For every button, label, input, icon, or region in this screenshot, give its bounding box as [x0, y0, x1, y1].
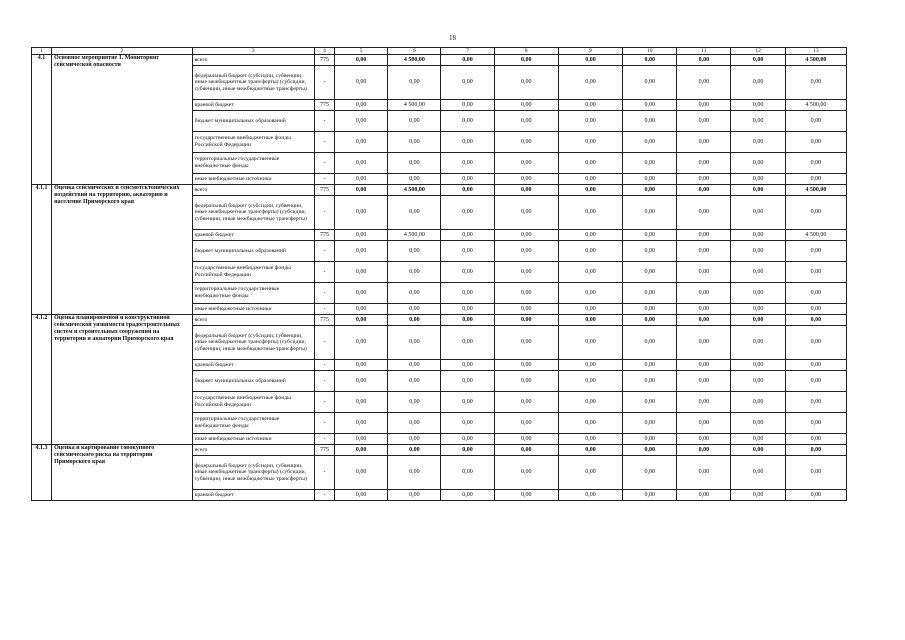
grbs-code: -	[315, 456, 335, 490]
amount-cell: 0,00	[558, 283, 622, 304]
amount-cell: 0,00	[558, 196, 622, 230]
amount-cell: 0,00	[785, 360, 846, 371]
funding-source: иные внебюджетные источники	[192, 304, 314, 315]
amount-cell: 0,00	[494, 434, 558, 445]
funding-source: федеральный бюджет (субсидии, субвенции, иные межбюджетные трансферты) (субсидии, субвенции, иные межбюджетные трансферты)	[192, 456, 314, 490]
page-number: 18	[449, 34, 456, 42]
amount-cell: 0,00	[441, 262, 494, 283]
funding-source: бюджет муниципальных образований	[192, 241, 314, 262]
amount-cell: 0,00	[335, 111, 388, 132]
amount-cell: 0,00	[623, 262, 677, 283]
amount-cell: 4 500,00	[388, 100, 441, 111]
amount-cell: 0,00	[677, 66, 731, 100]
grbs-code: -	[315, 174, 335, 185]
amount-cell: 0,00	[677, 392, 731, 413]
amount-cell: 0,00	[335, 153, 388, 174]
amount-cell: 0,00	[335, 371, 388, 392]
amount-cell: 4 500,00	[785, 185, 846, 196]
amount-cell: 4 500,00	[785, 55, 846, 66]
amount-cell: 0,00	[558, 174, 622, 185]
amount-cell: 0,00	[441, 445, 494, 456]
amount-cell: 0,00	[731, 185, 785, 196]
amount-cell: 0,00	[558, 413, 622, 434]
amount-cell: 0,00	[623, 315, 677, 326]
amount-cell: 4 500,00	[785, 100, 846, 111]
funding-source: федеральный бюджет (субсидии, субвенции, иные межбюджетные трансферты) (субсидии, субвенции, иные межбюджетные трансферты)	[192, 326, 314, 360]
amount-cell: 0,00	[388, 371, 441, 392]
amount-cell: 0,00	[335, 445, 388, 456]
column-number-3: 3	[192, 48, 314, 55]
amount-cell: 0,00	[494, 392, 558, 413]
amount-cell: 0,00	[558, 360, 622, 371]
amount-cell: 0,00	[623, 445, 677, 456]
amount-cell: 0,00	[623, 283, 677, 304]
amount-cell: 0,00	[731, 360, 785, 371]
amount-cell: 0,00	[677, 55, 731, 66]
amount-cell: 0,00	[623, 55, 677, 66]
amount-cell: 0,00	[494, 304, 558, 315]
amount-cell: 0,00	[494, 132, 558, 153]
amount-cell: 0,00	[785, 413, 846, 434]
amount-cell: 0,00	[494, 153, 558, 174]
amount-cell: 4 500,00	[388, 185, 441, 196]
amount-cell: 0,00	[677, 132, 731, 153]
amount-cell: 0,00	[494, 413, 558, 434]
amount-cell: 0,00	[731, 315, 785, 326]
amount-cell: 0,00	[558, 153, 622, 174]
column-number-6: 6	[388, 48, 441, 55]
amount-cell: 0,00	[441, 283, 494, 304]
amount-cell: 0,00	[388, 283, 441, 304]
amount-cell: 0,00	[623, 434, 677, 445]
amount-cell: 0,00	[441, 434, 494, 445]
table-row	[32, 445, 847, 456]
amount-cell: 0,00	[677, 230, 731, 241]
amount-cell: 0,00	[785, 111, 846, 132]
amount-cell: 0,00	[558, 132, 622, 153]
amount-cell: 0,00	[558, 490, 622, 501]
amount-cell: 0,00	[494, 111, 558, 132]
amount-cell: 0,00	[623, 241, 677, 262]
amount-cell: 0,00	[441, 360, 494, 371]
amount-cell: 0,00	[677, 456, 731, 490]
amount-cell: 0,00	[623, 490, 677, 501]
amount-cell: 0,00	[677, 100, 731, 111]
budget-table	[31, 47, 847, 501]
amount-cell: 0,00	[677, 185, 731, 196]
amount-cell: 0,00	[558, 371, 622, 392]
amount-cell: 0,00	[785, 262, 846, 283]
grbs-code: 775	[315, 55, 335, 66]
funding-source: государственные внебюджетные фонды Российской Федерации	[192, 392, 314, 413]
amount-cell: 0,00	[731, 456, 785, 490]
column-number-9: 9	[558, 48, 622, 55]
amount-cell: 0,00	[494, 66, 558, 100]
amount-cell: 0,00	[494, 456, 558, 490]
amount-cell: 0,00	[441, 174, 494, 185]
amount-cell: 0,00	[335, 456, 388, 490]
amount-cell: 0,00	[441, 490, 494, 501]
amount-cell: 0,00	[494, 315, 558, 326]
amount-cell: 0,00	[677, 196, 731, 230]
amount-cell: 0,00	[677, 283, 731, 304]
amount-cell: 0,00	[388, 326, 441, 360]
amount-cell: 0,00	[677, 413, 731, 434]
amount-cell: 0,00	[335, 304, 388, 315]
amount-cell: 0,00	[731, 230, 785, 241]
amount-cell: 0,00	[623, 185, 677, 196]
amount-cell: 0,00	[558, 315, 622, 326]
funding-source: всего	[192, 445, 314, 456]
amount-cell: 0,00	[623, 100, 677, 111]
item-name: Оценка сейсмических и сейсмотсктонических воздействий на территорию, акваторию и население Приморского края	[52, 185, 193, 315]
grbs-code: -	[315, 434, 335, 445]
amount-cell: 0,00	[623, 174, 677, 185]
amount-cell: 0,00	[558, 185, 622, 196]
amount-cell: 0,00	[441, 413, 494, 434]
amount-cell: 0,00	[388, 262, 441, 283]
amount-cell: 0,00	[388, 490, 441, 501]
amount-cell: 0,00	[441, 326, 494, 360]
amount-cell: 0,00	[441, 55, 494, 66]
amount-cell: 0,00	[677, 111, 731, 132]
amount-cell: 0,00	[558, 55, 622, 66]
column-number-12: 12	[731, 48, 785, 55]
amount-cell: 0,00	[388, 434, 441, 445]
amount-cell: 0,00	[494, 371, 558, 392]
amount-cell: 0,00	[558, 304, 622, 315]
amount-cell: 0,00	[677, 445, 731, 456]
amount-cell: 0,00	[731, 111, 785, 132]
amount-cell: 0,00	[677, 326, 731, 360]
amount-cell: 0,00	[494, 326, 558, 360]
amount-cell: 0,00	[731, 413, 785, 434]
funding-source: территориальные государственные внебюджетные фонды	[192, 413, 314, 434]
funding-source: краевой бюджет	[192, 100, 314, 111]
amount-cell: 0,00	[623, 66, 677, 100]
amount-cell: 0,00	[677, 490, 731, 501]
amount-cell: 0,00	[785, 66, 846, 100]
column-number-11: 11	[677, 48, 731, 55]
amount-cell: 0,00	[441, 185, 494, 196]
amount-cell: 0,00	[494, 360, 558, 371]
amount-cell: 0,00	[441, 230, 494, 241]
amount-cell: 0,00	[494, 490, 558, 501]
item-code: 4.1.1	[32, 185, 52, 315]
amount-cell: 0,00	[441, 111, 494, 132]
amount-cell: 0,00	[785, 132, 846, 153]
amount-cell: 0,00	[335, 392, 388, 413]
amount-cell: 0,00	[623, 230, 677, 241]
grbs-code: -	[315, 371, 335, 392]
amount-cell: 0,00	[558, 445, 622, 456]
item-code: 4.1	[32, 55, 52, 185]
amount-cell: 0,00	[785, 392, 846, 413]
amount-cell: 0,00	[335, 66, 388, 100]
amount-cell: 0,00	[335, 283, 388, 304]
amount-cell: 0,00	[677, 371, 731, 392]
amount-cell: 0,00	[677, 360, 731, 371]
table-body	[32, 48, 847, 501]
amount-cell: 0,00	[677, 262, 731, 283]
amount-cell: 0,00	[335, 196, 388, 230]
item-code: 4.1.2	[32, 315, 52, 445]
amount-cell: 0,00	[731, 241, 785, 262]
funding-source: всего	[192, 55, 314, 66]
amount-cell: 0,00	[335, 174, 388, 185]
amount-cell: 0,00	[731, 132, 785, 153]
amount-cell: 0,00	[441, 241, 494, 262]
amount-cell: 0,00	[494, 445, 558, 456]
amount-cell: 0,00	[623, 371, 677, 392]
amount-cell: 0,00	[388, 196, 441, 230]
amount-cell: 0,00	[623, 456, 677, 490]
funding-source: федеральный бюджет (субсидии, субвенции, иные межбюджетные трансферты) (субсидии, субвенции, иные межбюджетные трансферты)	[192, 66, 314, 100]
grbs-code: -	[315, 304, 335, 315]
item-code: 4.1.3	[32, 445, 52, 501]
grbs-code: -	[315, 283, 335, 304]
amount-cell: 0,00	[623, 392, 677, 413]
grbs-code: -	[315, 326, 335, 360]
amount-cell: 0,00	[388, 445, 441, 456]
amount-cell: 0,00	[677, 304, 731, 315]
amount-cell: 0,00	[731, 445, 785, 456]
grbs-code: 775	[315, 185, 335, 196]
amount-cell: 0,00	[731, 304, 785, 315]
amount-cell: 0,00	[335, 413, 388, 434]
grbs-code: -	[315, 132, 335, 153]
column-number-5: 5	[335, 48, 388, 55]
amount-cell: 0,00	[558, 456, 622, 490]
amount-cell: 0,00	[388, 413, 441, 434]
amount-cell: 0,00	[731, 153, 785, 174]
amount-cell: 0,00	[558, 100, 622, 111]
grbs-code: 775	[315, 315, 335, 326]
table-row	[32, 55, 847, 66]
column-number-13: 13	[785, 48, 846, 55]
amount-cell: 0,00	[677, 241, 731, 262]
amount-cell: 0,00	[494, 241, 558, 262]
amount-cell: 0,00	[335, 490, 388, 501]
amount-cell: 0,00	[494, 262, 558, 283]
amount-cell: 0,00	[623, 153, 677, 174]
amount-cell: 0,00	[623, 132, 677, 153]
amount-cell: 0,00	[785, 326, 846, 360]
amount-cell: 0,00	[558, 111, 622, 132]
amount-cell: 0,00	[731, 371, 785, 392]
funding-source: территориальные государственные внебюджетные фонды	[192, 283, 314, 304]
column-number-8: 8	[494, 48, 558, 55]
amount-cell: 0,00	[785, 456, 846, 490]
amount-cell: 0,00	[335, 241, 388, 262]
amount-cell: 0,00	[441, 132, 494, 153]
funding-source: краевой бюджет	[192, 230, 314, 241]
column-number-1: 1	[32, 48, 52, 55]
amount-cell: 0,00	[558, 262, 622, 283]
amount-cell: 0,00	[388, 132, 441, 153]
grbs-code: -	[315, 413, 335, 434]
amount-cell: 0,00	[785, 153, 846, 174]
amount-cell: 0,00	[785, 283, 846, 304]
amount-cell: 4 500,00	[388, 230, 441, 241]
amount-cell: 0,00	[388, 241, 441, 262]
amount-cell: 0,00	[335, 262, 388, 283]
amount-cell: 0,00	[731, 174, 785, 185]
grbs-code: -	[315, 262, 335, 283]
amount-cell: 0,00	[785, 241, 846, 262]
amount-cell: 0,00	[388, 392, 441, 413]
column-number-4: 4	[315, 48, 335, 55]
column-number-row	[32, 48, 847, 55]
amount-cell: 0,00	[677, 434, 731, 445]
funding-source: краевой бюджет	[192, 490, 314, 501]
amount-cell: 0,00	[441, 153, 494, 174]
amount-cell: 0,00	[731, 283, 785, 304]
amount-cell: 0,00	[335, 360, 388, 371]
amount-cell: 0,00	[731, 55, 785, 66]
amount-cell: 0,00	[388, 315, 441, 326]
amount-cell: 0,00	[335, 132, 388, 153]
amount-cell: 0,00	[441, 66, 494, 100]
amount-cell: 0,00	[623, 111, 677, 132]
funding-source: территориальные государственные внебюджетные фонды	[192, 153, 314, 174]
funding-source: бюджет муниципальных образований	[192, 111, 314, 132]
funding-source: краевой бюджет	[192, 360, 314, 371]
amount-cell: 0,00	[441, 315, 494, 326]
column-number-10: 10	[623, 48, 677, 55]
amount-cell: 0,00	[494, 185, 558, 196]
amount-cell: 0,00	[441, 196, 494, 230]
grbs-code: -	[315, 241, 335, 262]
amount-cell: 4 500,00	[785, 230, 846, 241]
grbs-code: -	[315, 360, 335, 371]
column-number-2: 2	[52, 48, 193, 55]
amount-cell: 0,00	[388, 66, 441, 100]
amount-cell: 0,00	[441, 371, 494, 392]
amount-cell: 0,00	[677, 153, 731, 174]
amount-cell: 0,00	[388, 360, 441, 371]
amount-cell: 0,00	[623, 360, 677, 371]
amount-cell: 0,00	[623, 196, 677, 230]
column-number-7: 7	[441, 48, 494, 55]
amount-cell: 0,00	[731, 262, 785, 283]
amount-cell: 0,00	[623, 304, 677, 315]
funding-source: федеральный бюджет (субсидии, субвенции, иные межбюджетные трансферты) (субсидии, субвенции, иные межбюджетные трансферты)	[192, 196, 314, 230]
item-name: Оценка и картирование совокупного сейсмического риска на территории Приморского края	[52, 445, 193, 501]
amount-cell: 0,00	[494, 196, 558, 230]
grbs-code: 775	[315, 445, 335, 456]
amount-cell: 0,00	[388, 304, 441, 315]
amount-cell: 0,00	[677, 174, 731, 185]
funding-source: иные внебюджетные источники	[192, 434, 314, 445]
funding-source: бюджет муниципальных образований	[192, 371, 314, 392]
table-row	[32, 185, 847, 196]
amount-cell: 0,00	[494, 230, 558, 241]
amount-cell: 0,00	[441, 304, 494, 315]
amount-cell: 0,00	[785, 445, 846, 456]
amount-cell: 0,00	[335, 55, 388, 66]
amount-cell: 0,00	[785, 174, 846, 185]
amount-cell: 0,00	[785, 196, 846, 230]
amount-cell: 0,00	[731, 100, 785, 111]
amount-cell: 0,00	[388, 174, 441, 185]
funding-source: всего	[192, 315, 314, 326]
grbs-code: -	[315, 490, 335, 501]
amount-cell: 0,00	[388, 153, 441, 174]
grbs-code: -	[315, 66, 335, 100]
amount-cell: 0,00	[335, 230, 388, 241]
amount-cell: 0,00	[388, 111, 441, 132]
amount-cell: 0,00	[388, 456, 441, 490]
funding-source: государственные внебюджетные фонды Российской Федерации	[192, 262, 314, 283]
amount-cell: 0,00	[785, 490, 846, 501]
amount-cell: 0,00	[558, 241, 622, 262]
amount-cell: 0,00	[785, 434, 846, 445]
amount-cell: 0,00	[785, 315, 846, 326]
amount-cell: 0,00	[494, 174, 558, 185]
amount-cell: 0,00	[441, 392, 494, 413]
grbs-code: -	[315, 153, 335, 174]
amount-cell: 4 500,00	[388, 55, 441, 66]
amount-cell: 0,00	[441, 456, 494, 490]
grbs-code: -	[315, 111, 335, 132]
amount-cell: 0,00	[731, 490, 785, 501]
amount-cell: 0,00	[494, 100, 558, 111]
grbs-code: -	[315, 392, 335, 413]
funding-source: иные внебюджетные источники	[192, 174, 314, 185]
amount-cell: 0,00	[558, 392, 622, 413]
amount-cell: 0,00	[335, 100, 388, 111]
amount-cell: 0,00	[623, 413, 677, 434]
amount-cell: 0,00	[335, 326, 388, 360]
amount-cell: 0,00	[558, 326, 622, 360]
amount-cell: 0,00	[335, 185, 388, 196]
item-name: Основное мероприятие 1. Мониторинг сейсмической опасности	[52, 55, 193, 185]
amount-cell: 0,00	[558, 66, 622, 100]
amount-cell: 0,00	[731, 434, 785, 445]
amount-cell: 0,00	[623, 326, 677, 360]
item-name: Оценка планировочной и конструктивной сейсмической уязвимости градостроительных систем и строительных сооружений на территории и акватории Приморского края	[52, 315, 193, 445]
grbs-code: 775	[315, 230, 335, 241]
table-row	[32, 315, 847, 326]
grbs-code: -	[315, 196, 335, 230]
amount-cell: 0,00	[731, 196, 785, 230]
amount-cell: 0,00	[441, 100, 494, 111]
amount-cell: 0,00	[494, 55, 558, 66]
amount-cell: 0,00	[731, 326, 785, 360]
amount-cell: 0,00	[785, 304, 846, 315]
amount-cell: 0,00	[558, 434, 622, 445]
amount-cell: 0,00	[335, 434, 388, 445]
funding-source: всего	[192, 185, 314, 196]
amount-cell: 0,00	[335, 315, 388, 326]
amount-cell: 0,00	[494, 283, 558, 304]
amount-cell: 0,00	[731, 66, 785, 100]
funding-source: государственные внебюджетные фонды Российской Федерации	[192, 132, 314, 153]
amount-cell: 0,00	[677, 315, 731, 326]
amount-cell: 0,00	[558, 230, 622, 241]
grbs-code: 775	[315, 100, 335, 111]
amount-cell: 0,00	[785, 371, 846, 392]
amount-cell: 0,00	[731, 392, 785, 413]
